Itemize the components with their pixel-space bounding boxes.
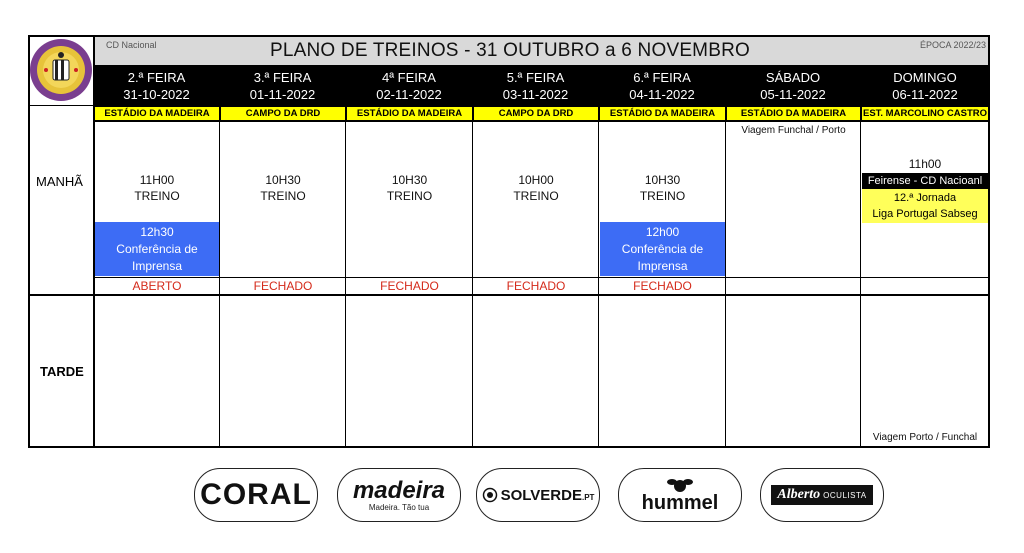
grid-line <box>28 35 990 37</box>
bee-icon <box>666 477 694 493</box>
club-name: CD Nacional <box>106 40 157 50</box>
sun-icon <box>482 487 498 503</box>
sponsor-solverde[interactable] <box>476 468 600 522</box>
morning-mon-training: 11H00 TREINO <box>94 170 220 206</box>
grid-line <box>94 121 989 122</box>
morning-sat-note: Viagem Funchal / Porto <box>726 123 861 139</box>
grid-line <box>28 446 990 448</box>
solverde-logo-text: SOLVERDE <box>500 486 582 504</box>
day-header-sun: DOMINGO 06-11-2022 <box>861 65 989 106</box>
hummel-logo-text: hummel <box>641 492 719 514</box>
sponsor-alberto[interactable] <box>760 468 884 522</box>
season-label: ÉPOCA 2022/23 <box>919 40 986 50</box>
morning-mon-status: ABERTO <box>132 279 182 293</box>
morning-fri-training: 10H30 TREINO <box>599 170 726 206</box>
morning-mon-press-conference: 12h30 Conferência de Imprensa <box>95 222 219 276</box>
morning-tue-status: FECHADO <box>253 279 313 293</box>
coral-logo-text: CORAL <box>200 478 312 511</box>
morning-fri-status: FECHADO <box>633 279 692 293</box>
sponsor-hummel[interactable] <box>618 468 742 522</box>
period-afternoon-label: TARDE <box>40 364 84 379</box>
day-header-tue: 3.ª FEIRA 01-11-2022 <box>220 65 345 106</box>
sponsor-madeira[interactable] <box>337 468 461 522</box>
grid-line <box>28 105 94 106</box>
morning-wed-status: FECHADO <box>380 279 439 293</box>
morning-wed-training: 10H30 TREINO <box>346 170 473 206</box>
grid-line <box>988 36 990 448</box>
day-header-thu: 5.ª FEIRA 03-11-2022 <box>473 65 598 106</box>
alberto-logo-text: Alberto <box>777 487 821 502</box>
morning-tue-training: 10H30 TREINO <box>220 170 346 206</box>
venue-sun: EST. MARCOLINO CASTRO <box>862 108 988 119</box>
solverde-suffix: .PT <box>581 492 595 502</box>
alberto-suffix: OCULISTA <box>823 490 867 500</box>
day-header-fri: 6.ª FEIRA 04-11-2022 <box>599 65 725 106</box>
page-title: PLANO DE TREINOS - 31 OUTUBRO a 6 NOVEMBRO <box>270 40 750 61</box>
madeira-logo-text: madeira <box>352 476 446 504</box>
morning-sun-time: 11h00 <box>861 156 989 172</box>
venue-wed: ESTÁDIO DA MADEIRA <box>346 106 473 121</box>
venue-tue: CAMPO DA DRD <box>220 106 346 121</box>
venue-mon: ESTÁDIO DA MADEIRA <box>94 106 220 121</box>
afternoon-sun-note: Viagem Porto / Funchal <box>872 432 978 443</box>
venue-fri: ESTÁDIO DA MADEIRA <box>599 106 726 121</box>
sponsor-coral[interactable] <box>194 468 318 522</box>
venue-sat: ESTÁDIO DA MADEIRA <box>726 106 861 121</box>
madeira-tagline: Madeira. Tão tua <box>368 502 430 512</box>
period-morning-label: MANHÃ <box>36 174 83 189</box>
morning-sun-match: Feirense - CD Nacioanl <box>862 173 988 189</box>
grid-line <box>28 294 990 296</box>
grid-line <box>93 36 95 448</box>
crest-icon <box>28 36 94 104</box>
venue-thu: CAMPO DA DRD <box>473 106 599 121</box>
morning-thu-status: FECHADO <box>506 279 566 293</box>
grid-line <box>94 277 989 278</box>
club-crest <box>28 36 94 104</box>
morning-sun-round: 12.ª Jornada Liga Portugal Sabseg <box>862 189 988 223</box>
morning-fri-press-conference: 12h00 Conferência de Imprensa <box>600 222 725 276</box>
alberto-logo-box <box>771 485 872 505</box>
morning-thu-training: 10H00 TREINO <box>473 170 599 206</box>
day-header-sat: SÁBADO 05-11-2022 <box>726 65 860 106</box>
grid-line <box>28 36 30 448</box>
day-header-wed: 4ª FEIRA 02-11-2022 <box>346 65 472 106</box>
day-header-mon: 2.ª FEIRA 31-10-2022 <box>94 65 219 106</box>
